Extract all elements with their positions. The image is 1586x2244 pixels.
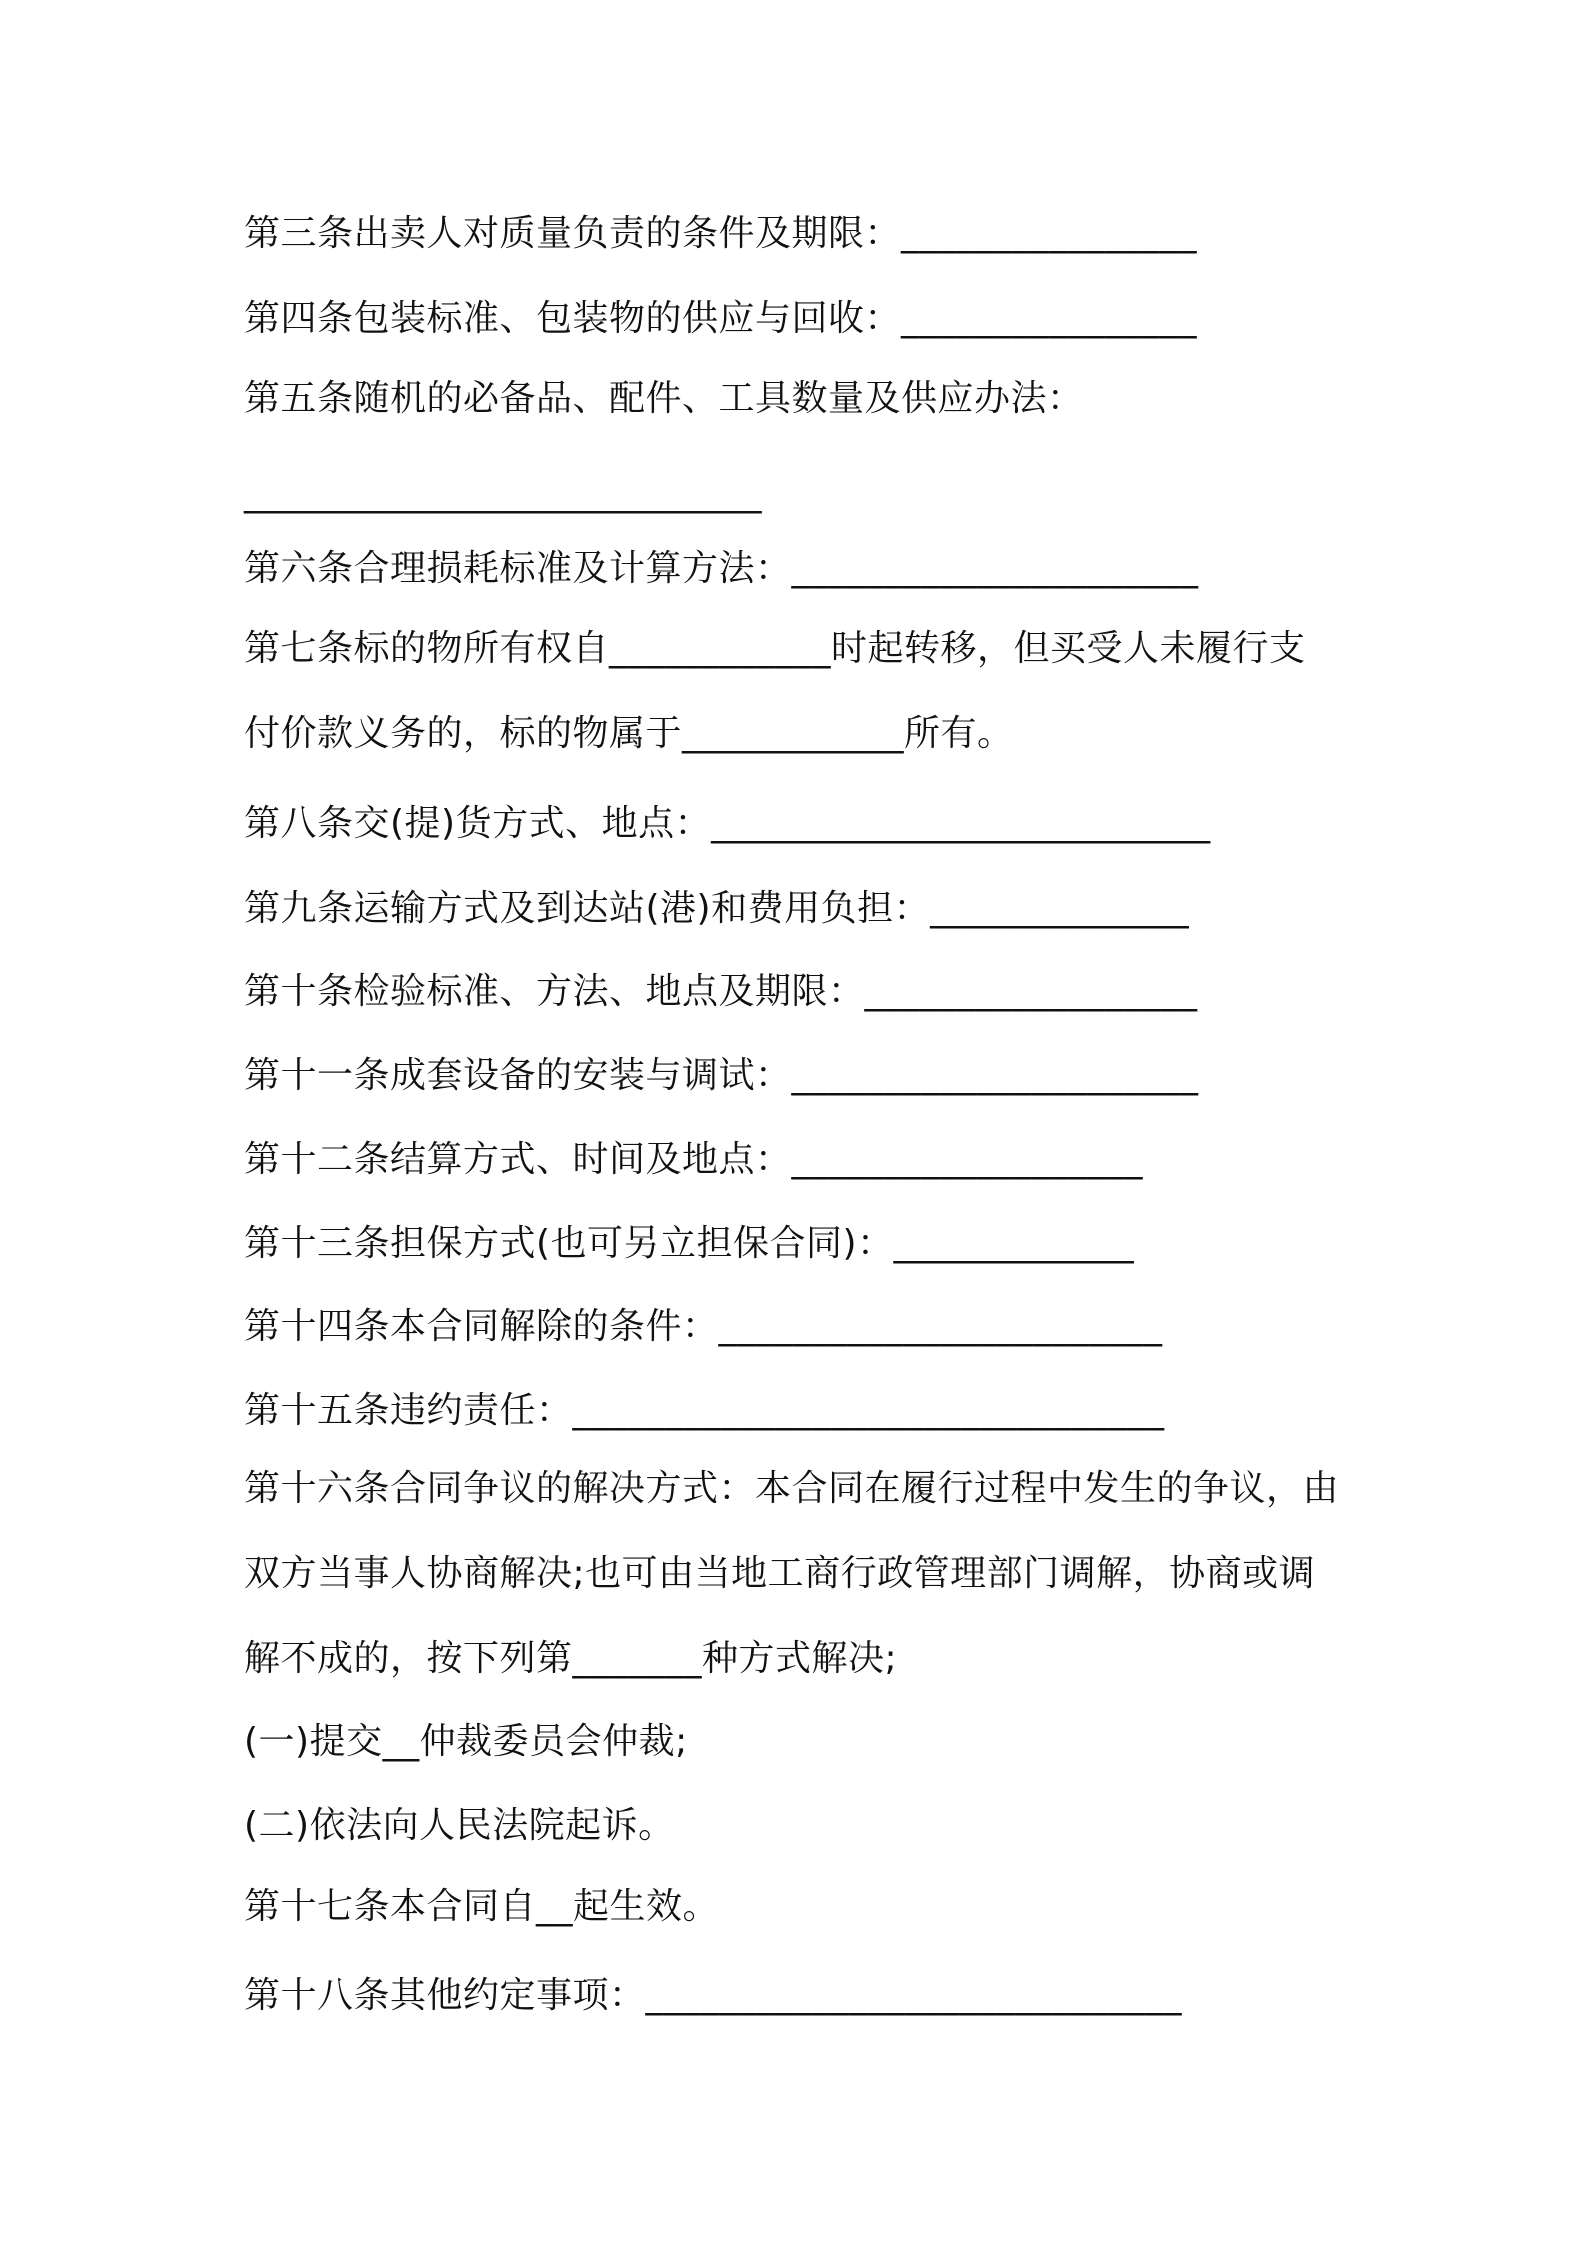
clause-16-dispute-line-3: 解不成的，按下列第_______种方式解决; xyxy=(244,1638,898,1679)
clause-7-ownership-line-2: 付价款义务的，标的物属于____________所有。 xyxy=(244,713,1014,754)
clause-12-settlement: 第十二条结算方式、时间及地点：___________________ xyxy=(244,1139,1144,1180)
clause-5-accessories: 第五条随机的必备品、配件、工具数量及供应办法： xyxy=(244,378,1084,419)
clause-16-dispute-line-1: 第十六条合同争议的解决方式：本合同在履行过程中发生的争议，由 xyxy=(244,1468,1340,1509)
clause-10-inspection: 第十条检验标准、方法、地点及期限：__________________ xyxy=(244,971,1198,1012)
clause-8-delivery: 第八条交(提)货方式、地点：___________________________ xyxy=(244,803,1211,844)
clause-18-other-matters: 第十八条其他约定事项：_____________________________ xyxy=(244,1975,1183,2016)
clause-7-ownership-line-1: 第七条标的物所有权自____________时起转移，但买受人未履行支 xyxy=(244,628,1306,669)
clause-5-blank-line: ____________________________ xyxy=(244,473,762,514)
clause-14-termination: 第十四条本合同解除的条件：________________________ xyxy=(244,1306,1163,1347)
clause-16-option-1: (一)提交__仲裁委员会仲裁; xyxy=(244,1721,688,1762)
clause-6-loss-standard: 第六条合理损耗标准及计算方法：______________________ xyxy=(244,548,1199,589)
clause-4-packaging: 第四条包装标准、包装物的供应与回收：________________ xyxy=(244,298,1198,339)
clause-13-guarantee: 第十三条担保方式(也可另立担保合同)：_____________ xyxy=(244,1223,1135,1264)
clause-17-effective: 第十七条本合同自__起生效。 xyxy=(244,1886,720,1927)
clause-11-installation: 第十一条成套设备的安装与调试：______________________ xyxy=(244,1055,1199,1096)
clause-16-option-2: (二)依法向人民法院起诉。 xyxy=(244,1805,675,1846)
clause-9-transport: 第九条运输方式及到达站(港)和费用负担：______________ xyxy=(244,888,1190,929)
clause-16-dispute-line-2: 双方当事人协商解决;也可由当地工商行政管理部门调解，协商或调 xyxy=(244,1553,1316,1594)
clause-3-quality-liability: 第三条出卖人对质量负责的条件及期限：________________ xyxy=(244,213,1198,254)
clause-15-liability: 第十五条违约责任：________________________________ xyxy=(244,1390,1165,1431)
